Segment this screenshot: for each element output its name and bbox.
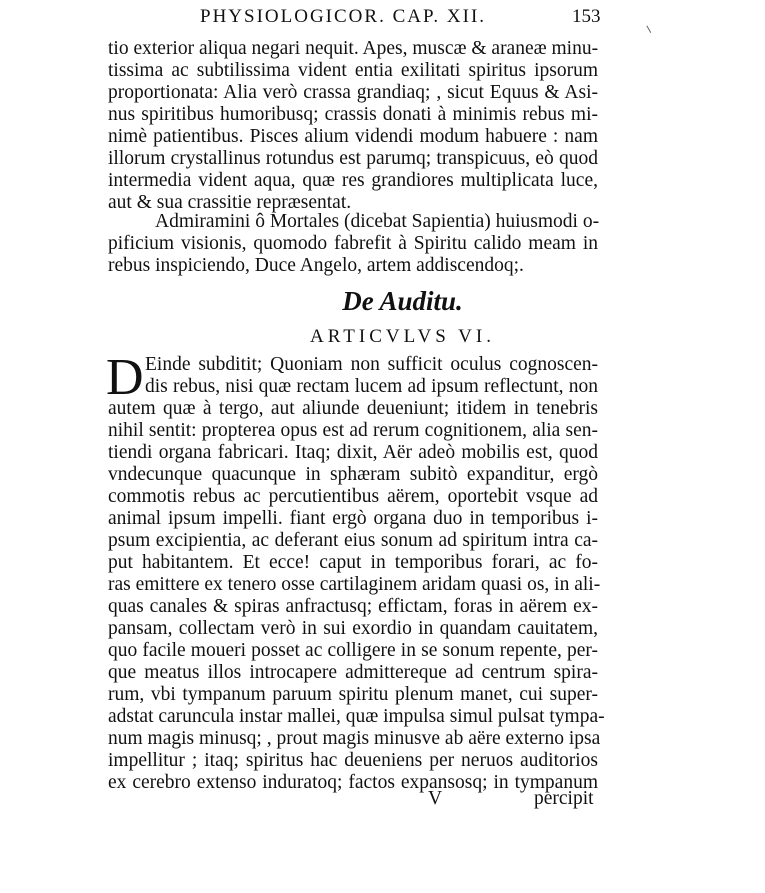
text-line: autem quæ à tergo, aut aliunde deueniunt; itidem in tenebris <box>108 398 598 419</box>
text-line: impellitur ; itaq; spiritus hac deueniens per neruos auditorios <box>108 750 598 771</box>
section-title: De Auditu. <box>342 286 463 316</box>
text-line: num magis minusq; , prout magis minusve ab aëre externo ipsa <box>108 728 601 749</box>
text-line: ex cerebro extenso induratoq; factos expansosq; in tympanum <box>108 772 598 793</box>
text-line: commotis rebus ac percutientibus aërem, oportebit vsque ad <box>108 486 598 507</box>
text-line: quas canales & spiras anfractusq; effictam, foras in aërem ex- <box>108 596 598 617</box>
text-line: ras emittere ex tenero osse cartilaginem aridam quasi os, in ali- <box>108 574 601 595</box>
text-line: tio exterior aliqua negari nequit. Apes, muscæ & araneæ minu- <box>108 38 599 59</box>
text-line: rebus inspiciendo, Duce Angelo, artem addiscendoq;. <box>108 255 524 276</box>
text-line: Einde subditit; Quoniam non sufficit oculus cognoscen- <box>145 354 598 375</box>
text-line: que meatus illos introcapere admittereque ad centrum spira- <box>108 662 598 683</box>
text-line: tissima ac subtilissima vident entia exilitati spiritus ipsorum <box>108 60 598 81</box>
text-line: dis rebus, nisi quæ rectam lucem ad ipsum reflectunt, non <box>145 376 598 397</box>
text-line: proportionata: Alia verò crassa grandiaq; , sicut Equus & Asi- <box>108 82 598 103</box>
text-line: nus spiritibus humoribusq; crassis donati à minimis rebus mi- <box>108 104 598 125</box>
article-heading: ARTICVLVS VI. <box>310 326 495 347</box>
text-line: adstat caruncula instar mallei, quæ impulsa simul pulsat tympa- <box>108 706 605 727</box>
text-line: quo facile moueri posset ac colligere in se sonum repente, per- <box>108 640 598 661</box>
text-line: vndecunque quacunque in sphæram subitò expanditur, ergò <box>108 464 598 485</box>
signature-mark: V <box>428 788 443 809</box>
text-line: nihil sentit: propterea opus est ad rerum cognitionem, alia sen- <box>108 420 598 441</box>
text-line: rum, vbi tympanum paruum spiritu plenum manet, cui super- <box>108 684 598 705</box>
text-line: tiendi organa fabricari. Itaq; dixit, Aër adeò mobilis est, quod <box>108 442 598 463</box>
ink-mark <box>646 23 655 33</box>
text-line: psum excipientia, ac deferant eius sonum ad spiritum intra ca- <box>108 530 598 551</box>
text-line: animal ipsum impelli. fiant ergò organa duo in temporibus i- <box>108 508 598 529</box>
text-line: nimè patientibus. Pisces alium videndi modum habuere : nam <box>108 126 598 147</box>
text-line: pansam, collectam verò in sui exordio in quandam cauitatem, <box>108 618 598 639</box>
catchword: percipit <box>534 788 594 809</box>
text-line: illorum crystallinus rotundus est parumq; transpicuus, eò quod <box>108 148 598 169</box>
text-line: put habitantem. Et ecce! caput in temporibus forari, ac fo- <box>108 552 598 573</box>
running-head: PHYSIOLOGICOR. CAP. XII. <box>200 6 487 27</box>
text-line: intermedia vident aqua, quæ res grandiores multiplicata luce, <box>108 170 598 191</box>
page-number: 153 <box>572 6 601 27</box>
text-line: pificium visionis, quomodo fabrefit à Spiritu calido meam in <box>108 233 598 254</box>
text-line: Admiramini ô Mortales (dicebat Sapientia) huiusmodi o- <box>155 211 600 232</box>
drop-cap: D <box>106 349 144 406</box>
text-line: aut & sua crassitie repræsentat. <box>108 192 352 213</box>
